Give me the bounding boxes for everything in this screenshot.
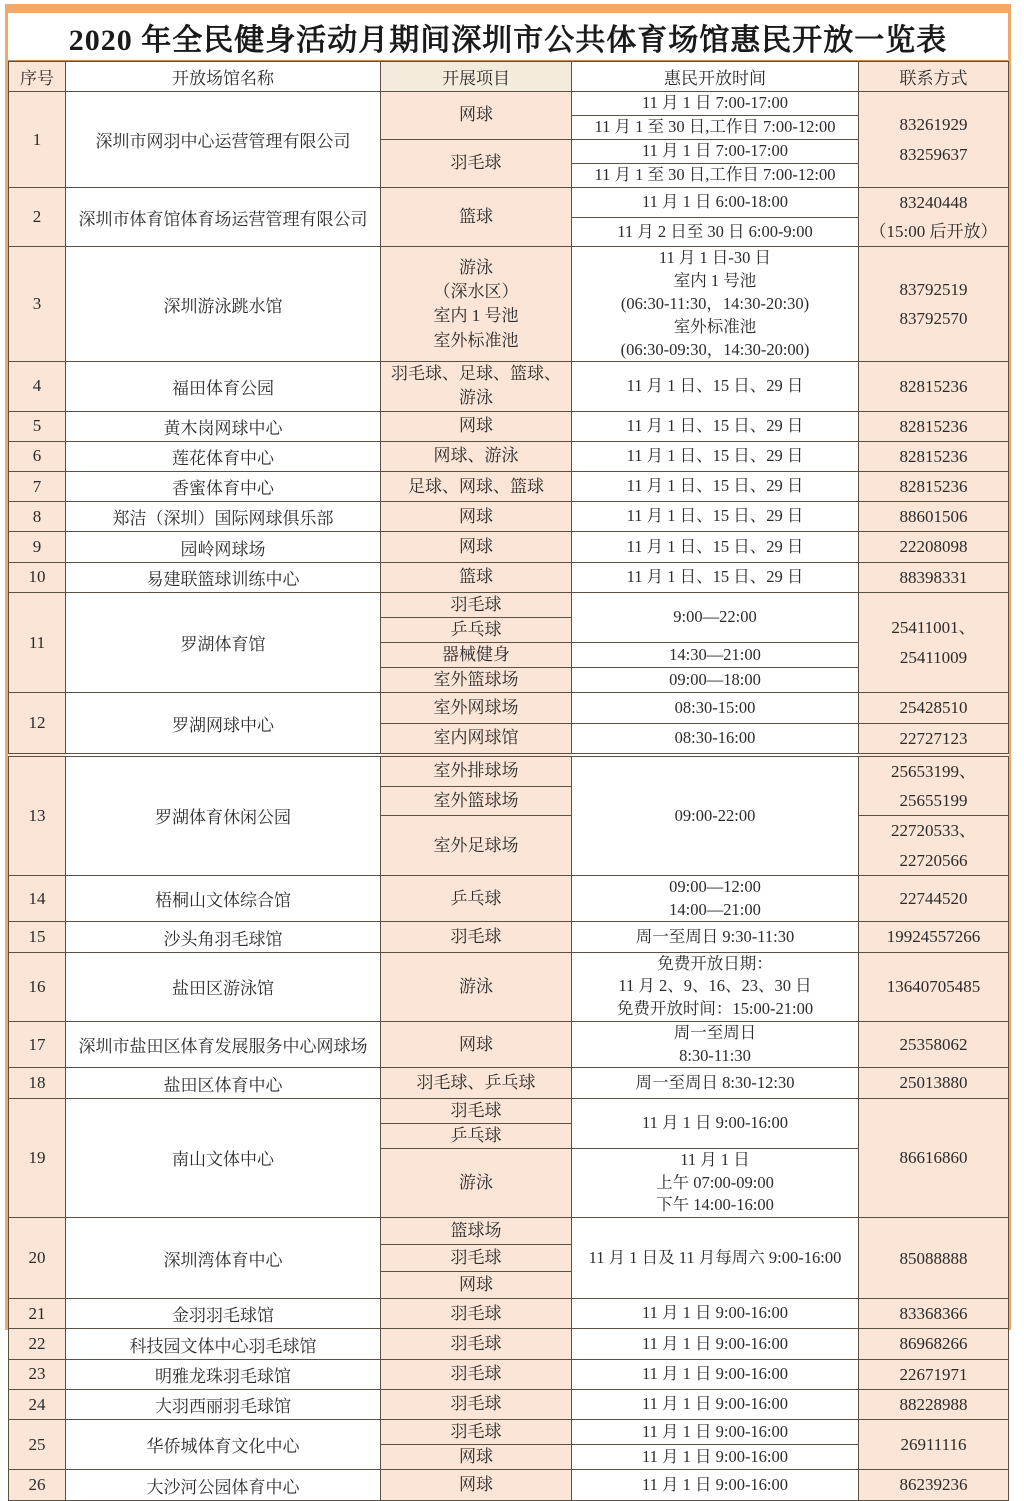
activity-cell: 室内网球馆 bbox=[381, 723, 572, 755]
activity-cell: 游泳 bbox=[381, 952, 572, 1021]
venue-cell: 大沙河公园体育中心 bbox=[66, 1470, 381, 1500]
venue-cell: 明雅龙珠羽毛球馆 bbox=[66, 1359, 381, 1389]
time-cell: 11 月 1 日 6:00-18:00 bbox=[572, 188, 859, 218]
venue-cell: 郑洁（深圳）国际网球俱乐部 bbox=[66, 502, 381, 532]
venue-cell: 福田体育公园 bbox=[66, 362, 381, 411]
time-cell: 14:30—21:00 bbox=[572, 643, 859, 668]
table-row bbox=[9, 755, 1009, 786]
contact-cell: 25358062 bbox=[859, 1021, 1009, 1068]
table-row bbox=[9, 1359, 1009, 1389]
activity-cell: 网球 bbox=[381, 92, 572, 140]
header-contact: 联系方式 bbox=[859, 62, 1009, 92]
venue-cell: 深圳游泳跳水馆 bbox=[66, 247, 381, 362]
activity-cell: 网球 bbox=[381, 1272, 572, 1299]
activity-cell: 网球 bbox=[381, 1470, 572, 1500]
time-cell: 08:30-15:00 bbox=[572, 693, 859, 723]
venue-cell: 园岭网球场 bbox=[66, 532, 381, 562]
contact-cell: 26911116 bbox=[859, 1420, 1009, 1470]
index-cell: 1 bbox=[9, 92, 66, 188]
time-cell: 9:00—22:00 bbox=[572, 592, 859, 642]
time-cell: 周一至周日 9:30-11:30 bbox=[572, 922, 859, 952]
activity-cell: 羽毛球 bbox=[381, 592, 572, 617]
activity-cell: 游泳 （深水区） 室内 1 号池 室外标准池 bbox=[381, 247, 572, 362]
table-row bbox=[9, 532, 1009, 562]
header-index: 序号 bbox=[9, 62, 66, 92]
table-row bbox=[9, 952, 1009, 1021]
activity-cell: 羽毛球 bbox=[381, 1299, 572, 1329]
index-cell: 12 bbox=[9, 693, 66, 755]
table-row bbox=[9, 247, 1009, 362]
table-row bbox=[9, 502, 1009, 532]
contact-cell: 85088888 bbox=[859, 1218, 1009, 1299]
time-cell: 11 月 1 日 9:00-16:00 bbox=[572, 1359, 859, 1389]
activity-cell: 网球、游泳 bbox=[381, 441, 572, 471]
index-cell: 22 bbox=[9, 1329, 66, 1359]
index-cell: 15 bbox=[9, 922, 66, 952]
header-row bbox=[9, 62, 1009, 92]
contact-cell: 86968266 bbox=[859, 1329, 1009, 1359]
table-row bbox=[9, 922, 1009, 952]
activity-cell: 羽毛球、足球、篮球、 游泳 bbox=[381, 362, 572, 411]
table-row bbox=[9, 1068, 1009, 1098]
table-row bbox=[9, 441, 1009, 471]
table-row bbox=[9, 693, 1009, 723]
contact-cell: 22720533、22720566 bbox=[859, 816, 1009, 875]
time-cell: 11 月 1 日 上午 07:00-09:00 下午 14:00-16:00 bbox=[572, 1148, 859, 1217]
activity-cell: 网球 bbox=[381, 532, 572, 562]
index-cell: 2 bbox=[9, 188, 66, 247]
index-cell: 8 bbox=[9, 502, 66, 532]
index-cell: 6 bbox=[9, 441, 66, 471]
table-row bbox=[9, 1389, 1009, 1419]
table-body bbox=[9, 92, 1009, 1501]
table-row bbox=[9, 1329, 1009, 1359]
time-cell: 11 月 1 至 30 日,工作日 7:00-12:00 bbox=[572, 164, 859, 188]
index-cell: 19 bbox=[9, 1098, 66, 1218]
contact-cell: 25653199、25655199 bbox=[859, 755, 1009, 816]
time-cell: 11 月 1 日 9:00-16:00 bbox=[572, 1470, 859, 1500]
time-cell: 免费开放日期： 11 月 2、9、16、23、30 日 免费开放时间：15:00-21:00 bbox=[572, 952, 859, 1021]
activity-cell: 羽毛球 bbox=[381, 1389, 572, 1419]
activity-cell: 网球 bbox=[381, 411, 572, 441]
index-cell: 3 bbox=[9, 247, 66, 362]
contact-cell: 82815236 bbox=[859, 411, 1009, 441]
contact-cell: 25013880 bbox=[859, 1068, 1009, 1098]
time-cell: 11 月 1 日、15 日、29 日 bbox=[572, 532, 859, 562]
venue-cell: 深圳市网羽中心运营管理有限公司 bbox=[66, 92, 381, 188]
header-venue: 开放场馆名称 bbox=[66, 62, 381, 92]
venue-cell: 深圳市盐田区体育发展服务中心网球场 bbox=[66, 1021, 381, 1068]
venue-cell: 大羽西丽羽毛球馆 bbox=[66, 1389, 381, 1419]
time-cell: 08:30-16:00 bbox=[572, 723, 859, 755]
venue-cell: 沙头角羽毛球馆 bbox=[66, 922, 381, 952]
time-cell: 11 月 1 至 30 日,工作日 7:00-12:00 bbox=[572, 116, 859, 140]
venue-cell: 金羽羽毛球馆 bbox=[66, 1299, 381, 1329]
time-cell: 11 月 1 日、15 日、29 日 bbox=[572, 502, 859, 532]
index-cell: 11 bbox=[9, 592, 66, 693]
activity-cell: 篮球 bbox=[381, 188, 572, 247]
contact-cell: 22671971 bbox=[859, 1359, 1009, 1389]
table-row bbox=[9, 472, 1009, 502]
activity-cell: 乒乓球 bbox=[381, 875, 572, 922]
page-title: 2020 年全民健身活动月期间深圳市公共体育场馆惠民开放一览表 bbox=[8, 13, 1008, 61]
time-cell: 09:00—18:00 bbox=[572, 668, 859, 693]
activity-cell: 室外足球场 bbox=[381, 816, 572, 875]
table-row bbox=[9, 1420, 1009, 1445]
venue-cell: 华侨城体育文化中心 bbox=[66, 1420, 381, 1470]
contact-cell: 83261929 83259637 bbox=[859, 92, 1009, 188]
time-cell: 09:00—12:00 14:00—21:00 bbox=[572, 875, 859, 922]
activity-cell: 室外网球场 bbox=[381, 693, 572, 723]
venue-cell: 南山文体中心 bbox=[66, 1098, 381, 1218]
activity-cell: 羽毛球、乒乓球 bbox=[381, 1068, 572, 1098]
venue-cell: 罗湖体育馆 bbox=[66, 592, 381, 693]
header-time: 惠民开放时间 bbox=[572, 62, 859, 92]
time-cell: 11 月 1 日 9:00-16:00 bbox=[572, 1420, 859, 1445]
document-frame bbox=[5, 4, 1011, 1497]
activity-cell: 室外排球场 bbox=[381, 755, 572, 786]
header-activity: 开展项目 bbox=[381, 62, 572, 92]
table-row bbox=[9, 562, 1009, 592]
table-row bbox=[9, 1299, 1009, 1329]
activity-cell: 羽毛球 bbox=[381, 1420, 572, 1445]
activity-cell: 篮球 bbox=[381, 562, 572, 592]
contact-cell: 86239236 bbox=[859, 1470, 1009, 1500]
activity-cell: 室外篮球场 bbox=[381, 668, 572, 693]
index-cell: 5 bbox=[9, 411, 66, 441]
table-header bbox=[9, 62, 1009, 92]
contact-cell: 88398331 bbox=[859, 562, 1009, 592]
table-row bbox=[9, 592, 1009, 617]
index-cell: 18 bbox=[9, 1068, 66, 1098]
index-cell: 23 bbox=[9, 1359, 66, 1389]
contact-cell: 82815236 bbox=[859, 362, 1009, 411]
time-cell: 11 月 1 日、15 日、29 日 bbox=[572, 411, 859, 441]
table-row bbox=[9, 1218, 1009, 1245]
venues-table bbox=[8, 61, 1009, 1501]
contact-cell: 88601506 bbox=[859, 502, 1009, 532]
index-cell: 13 bbox=[9, 755, 66, 875]
activity-cell: 羽毛球 bbox=[381, 1098, 572, 1123]
contact-cell: 86616860 bbox=[859, 1098, 1009, 1218]
index-cell: 25 bbox=[9, 1420, 66, 1470]
activity-cell: 羽毛球 bbox=[381, 922, 572, 952]
table-row bbox=[9, 875, 1009, 922]
venue-cell: 罗湖网球中心 bbox=[66, 693, 381, 755]
table-row bbox=[9, 362, 1009, 411]
activity-cell: 网球 bbox=[381, 1021, 572, 1068]
venue-cell: 莲花体育中心 bbox=[66, 441, 381, 471]
venue-cell: 科技园文体中心羽毛球馆 bbox=[66, 1329, 381, 1359]
activity-cell: 网球 bbox=[381, 1445, 572, 1470]
contact-cell: 22727123 bbox=[859, 723, 1009, 755]
time-cell: 周一至周日 8:30-12:30 bbox=[572, 1068, 859, 1098]
venue-cell: 深圳湾体育中心 bbox=[66, 1218, 381, 1299]
contact-cell: 83240448 （15:00 后开放） bbox=[859, 188, 1009, 247]
table-row bbox=[9, 1470, 1009, 1500]
time-cell: 11 月 1 日、15 日、29 日 bbox=[572, 562, 859, 592]
activity-cell: 乒乓球 bbox=[381, 1123, 572, 1148]
venue-cell: 盐田区游泳馆 bbox=[66, 952, 381, 1021]
index-cell: 9 bbox=[9, 532, 66, 562]
contact-cell: 25411001、 25411009 bbox=[859, 592, 1009, 693]
table-row bbox=[9, 411, 1009, 441]
venue-cell: 梧桐山文体综合馆 bbox=[66, 875, 381, 922]
time-cell: 11 月 1 日、15 日、29 日 bbox=[572, 362, 859, 411]
time-cell: 11 月 1 日 9:00-16:00 bbox=[572, 1389, 859, 1419]
contact-cell: 19924557266 bbox=[859, 922, 1009, 952]
index-cell: 14 bbox=[9, 875, 66, 922]
activity-cell: 羽毛球 bbox=[381, 1329, 572, 1359]
index-cell: 7 bbox=[9, 472, 66, 502]
contact-cell: 25428510 bbox=[859, 693, 1009, 723]
time-cell: 11 月 1 日、15 日、29 日 bbox=[572, 441, 859, 471]
venue-cell: 深圳市体育馆体育场运营管理有限公司 bbox=[66, 188, 381, 247]
time-cell: 11 月 1 日 9:00-16:00 bbox=[572, 1098, 859, 1148]
table-row bbox=[9, 188, 1009, 218]
index-cell: 16 bbox=[9, 952, 66, 1021]
activity-cell: 游泳 bbox=[381, 1148, 572, 1217]
index-cell: 21 bbox=[9, 1299, 66, 1329]
contact-cell: 22208098 bbox=[859, 532, 1009, 562]
activity-cell: 器械健身 bbox=[381, 643, 572, 668]
contact-cell: 82815236 bbox=[859, 472, 1009, 502]
contact-cell: 83368366 bbox=[859, 1299, 1009, 1329]
venue-cell: 盐田区体育中心 bbox=[66, 1068, 381, 1098]
time-cell: 11 月 1 日 9:00-16:00 bbox=[572, 1299, 859, 1329]
time-cell: 11 月 1 日、15 日、29 日 bbox=[572, 472, 859, 502]
time-cell: 11 月 2 日至 30 日 6:00-9:00 bbox=[572, 217, 859, 247]
time-cell: 11 月 1 日及 11 月每周六 9:00-16:00 bbox=[572, 1218, 859, 1299]
contact-cell: 83792519 83792570 bbox=[859, 247, 1009, 362]
index-cell: 24 bbox=[9, 1389, 66, 1419]
time-cell: 11 月 1 日 9:00-16:00 bbox=[572, 1329, 859, 1359]
activity-cell: 室外篮球场 bbox=[381, 786, 572, 816]
contact-cell: 88228988 bbox=[859, 1389, 1009, 1419]
time-cell: 09:00-22:00 bbox=[572, 755, 859, 875]
index-cell: 20 bbox=[9, 1218, 66, 1299]
time-cell: 11 月 1 日-30 日 室内 1 号池 (06:30-11:30，14:30-20:30) 室外标准池 (06:30-09:30，14:30-20:00) bbox=[572, 247, 859, 362]
table-row bbox=[9, 1021, 1009, 1068]
activity-cell: 羽毛球 bbox=[381, 140, 572, 188]
venue-cell: 易建联篮球训练中心 bbox=[66, 562, 381, 592]
activity-cell: 乒乓球 bbox=[381, 618, 572, 643]
activity-cell: 羽毛球 bbox=[381, 1359, 572, 1389]
venue-cell: 香蜜体育中心 bbox=[66, 472, 381, 502]
activity-cell: 足球、网球、篮球 bbox=[381, 472, 572, 502]
contact-cell: 13640705485 bbox=[859, 952, 1009, 1021]
activity-cell: 网球 bbox=[381, 502, 572, 532]
index-cell: 10 bbox=[9, 562, 66, 592]
time-cell: 11 月 1 日 7:00-17:00 bbox=[572, 140, 859, 164]
time-cell: 11 月 1 日 7:00-17:00 bbox=[572, 92, 859, 116]
time-cell: 11 月 1 日 9:00-16:00 bbox=[572, 1445, 859, 1470]
time-cell: 周一至周日 8:30-11:30 bbox=[572, 1021, 859, 1068]
activity-cell: 篮球场 bbox=[381, 1218, 572, 1245]
venue-cell: 罗湖体育休闲公园 bbox=[66, 755, 381, 875]
table-row bbox=[9, 92, 1009, 116]
index-cell: 4 bbox=[9, 362, 66, 411]
contact-cell: 22744520 bbox=[859, 875, 1009, 922]
venue-cell: 黄木岗网球中心 bbox=[66, 411, 381, 441]
activity-cell: 羽毛球 bbox=[381, 1245, 572, 1272]
index-cell: 26 bbox=[9, 1470, 66, 1500]
contact-cell: 82815236 bbox=[859, 441, 1009, 471]
table-row bbox=[9, 1098, 1009, 1123]
index-cell: 17 bbox=[9, 1021, 66, 1068]
